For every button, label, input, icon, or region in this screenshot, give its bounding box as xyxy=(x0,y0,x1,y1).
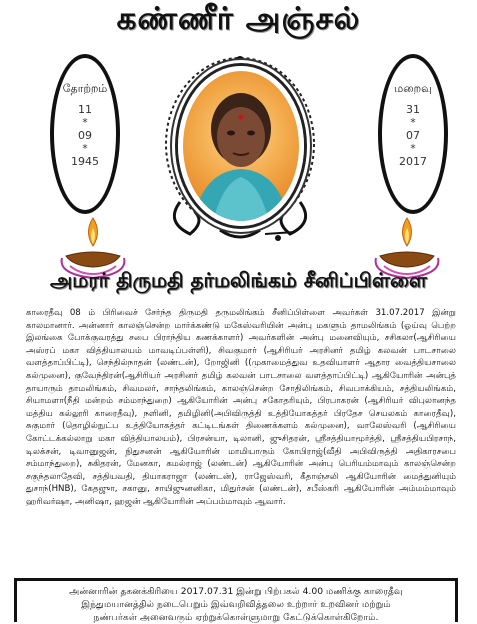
birth-year: 1945 xyxy=(71,155,99,168)
page-title: கண்ணீர் அஞ்சல் xyxy=(116,1,361,37)
obituary-body-text: காரைதீவு 08 ம் பிரிவைச் சேர்ந்த திருமதி தருமலிங்கம் சீனிப்பிள்ளை அவர்கள் 31.07.2017 இன்று காலமானார். அன்னார் காலஞ்சென்ற மார்க்கண்டு மகேஸ்வரியின் அன்பு மகளும் தாமலிங்கம் (ஓய்வு பெற்ற இலங்கை போக்குவரத்து சபை பிராந்திய கணக்காளர்) அவர்களின் அன்பு மனைவியும், சசிகலா(ஆசிரியை அஸ்ரப் மகா வித்தியாலயம் மாவடிப்பள்ளி), சிவகுமார் (ஆசிரியர் அரசினர் தமிழ் கலவன் பாடசாலை வளத்தாப்பிட்டி), செந்தில்நாதன் (லண்டன்), றோஜினி ((முகாமைத்துவ உதவியாளர் ஆதார வைத்தியசாலை கல்முனை), குவேந்திரன்(ஆசிரியர் அரசினர் தமிழ் கலவன் பாடசாலை வளத்தாப்பிட்டி) ஆகியோரின் அன்புத் தாயாரும் தாமலிங்கம், சிவமலர், சாந்தலிங்கம், காலஞ்சென்ற சோதிலிங்கம், சிவபாக்கியம், சத்தியலிங்கம், சியாமளா(நீதி மன்றம் சம்மாந்துறை) ஆகியோரின் அன்பு சகோதரியும், பிரபாகரன் (ஆசிரியர் விபுலானந்த மத்திய கல்லூரி காரைதீவு), நளினி, தமிழினி(அபிவிருத்தி உத்தியோகத்தர் பிரதேச செயலகம் காரைதீவு), சுகுமார் (தொழில்நுட்ப உத்தியோகத்தர் கட்டிடங்கள் திணைக்களம் கல்முனை), வாலேஸ்வரி (ஆசிரியை கோட்டக்கல்லாறு மகா வித்தியாலயம்), பிரசன்யா, டிலானி, ஜுசிதரன், ஸ்ரீசத்தியாமூர்த்தி, ஸ்ரீசத்தியபிரசாந், டிலக்சன், டிவானுஜன், நிதுசனன் ஆகியோரின் மாமியாரும் கோபிராஜ்(வீதி அபிவிருத்தி அதிகாரசபை சம்மாந்துறை), சுகிதரன், மேனகா, கமல்ராஜ் (லண்டன்) ஆகியோரின் அன்பு பெரியம்மாவும் காலஞ்சென்ற சகுந்தலாதேவி, சத்தியவதி, தியாகராஜா (லண்டன்), ராஜேஸ்வரி, கீதாஞ்சலி ஆகியோரின் மைத்துனியும் துசாந்(HNB), கேதஜுா, சகானு, சாயிஜுனனிகா, மிதுர்சன் (லண்டன்), சபீஸ்கரி ஆகியோரின் அம்மம்மாவும் ஹரிவர்ஷா, அனிஷா, ஹஜன் ஆகியோரின் அப்பம்மாவும் ஆவார். xyxy=(26,308,456,507)
birth-date-oval xyxy=(50,54,120,214)
death-separator-1: * xyxy=(410,116,416,129)
portrait-photo xyxy=(178,66,304,226)
birth-separator-1: * xyxy=(82,116,88,129)
funeral-notice-box xyxy=(14,578,458,622)
death-year: 2017 xyxy=(399,155,427,168)
funeral-notice-line-3: நண்பர்கள் அனைவரும் ஏற்றுக்கொள்ளுமாறு கேட்டுக்கொள்கிறோம். xyxy=(93,612,379,623)
birth-label: தோற்றம் xyxy=(62,82,108,95)
birth-month: 09 xyxy=(78,129,92,142)
death-date-oval xyxy=(378,54,448,214)
death-separator-2: * xyxy=(410,142,416,155)
death-day: 31 xyxy=(406,103,420,116)
funeral-notice-line-2: இந்துமயானத்தில் நடைபெறும் இவ்வறிவித்தலை உற்றார் உறவினர் மற்றும் xyxy=(81,599,391,610)
funeral-notice-line-1: அன்னாரின் தகனக்கிரியை 2017.07.31 இன்று பிற்பகல் 4.00 மணிக்கு காரைதீவு xyxy=(69,586,403,597)
death-month: 07 xyxy=(406,129,420,142)
birth-day: 11 xyxy=(78,103,92,116)
birth-separator-2: * xyxy=(82,142,88,155)
deceased-name: அமரர் திருமதி தர்மலிங்கம் சீனிப்பிள்ளை xyxy=(50,268,427,292)
death-label: மறைவு xyxy=(394,82,432,95)
